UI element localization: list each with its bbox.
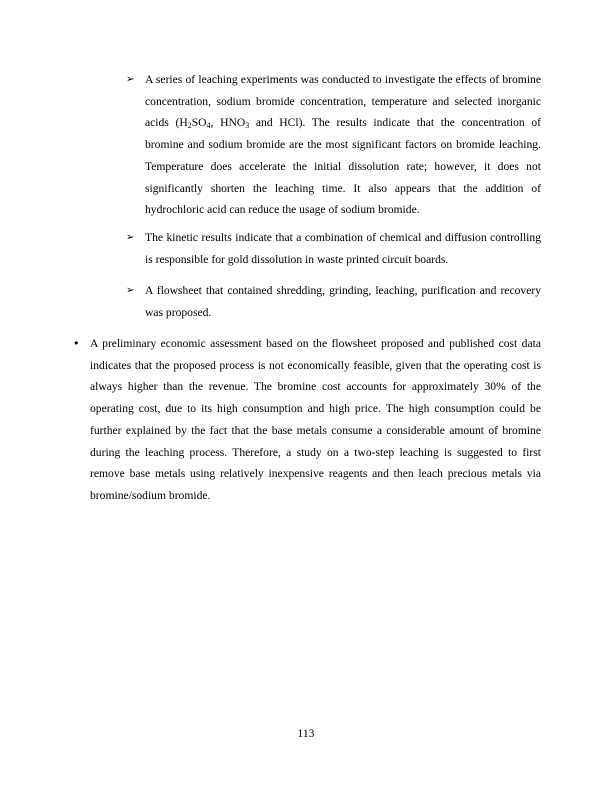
paragraph-text: The kinetic results indicate that a combination of chemical and diffusion controlling is responsible for gold dissolution in waste printed circuit boards.	[145, 231, 541, 266]
paragraph-text: A flowsheet that contained shredding, grinding, leaching, purification and recovery was proposed.	[145, 284, 541, 319]
main-bullet-economic-assessment	[73, 333, 541, 507]
arrow-bullet-icon: ➢	[126, 232, 135, 243]
sub-bullet-leaching-experiments	[126, 69, 541, 221]
round-bullet-icon: •	[73, 337, 80, 350]
paragraph-text: A series of leaching experiments was conducted to investigate the effects of bromine concentration, sodium bromide concentration, temperature and selected inorganic acids ($H_2SO_4$, $HNO_3$ and HCl). The results indicate that the concentration of bromine and sodium bromide are the most significant factors on bromide leaching. Temperature does accelerate the initial dissolution rate; however, it does not significantly shorten the leaching time. It also appears that the addition of hydrochloric acid can reduce the usage of sodium bromide.	[145, 73, 541, 217]
sub-bullet-kinetic-results	[126, 227, 541, 270]
arrow-bullet-icon: ➢	[126, 285, 135, 296]
arrow-bullet-icon: ➢	[126, 74, 135, 85]
page-number: 113	[297, 727, 315, 740]
paragraph-text: A preliminary economic assessment based on the flowsheet proposed and published cost data indicates that the proposed process is not economically feasible, given that the operating cost is always higher than the revenue. The bromine cost accounts for approximately 30% of the operating cost, due to its high consumption and high price. The high consumption could be further explained by the fact that the base metals consume a considerable amount of bromine during the leaching process. Therefore, a study on a two-step leaching is suggested to first remove base metals using relatively inexpensive reagents and then leach precious metals via bromine/sodium bromide.	[90, 337, 541, 502]
sub-bullet-flowsheet	[126, 280, 541, 323]
